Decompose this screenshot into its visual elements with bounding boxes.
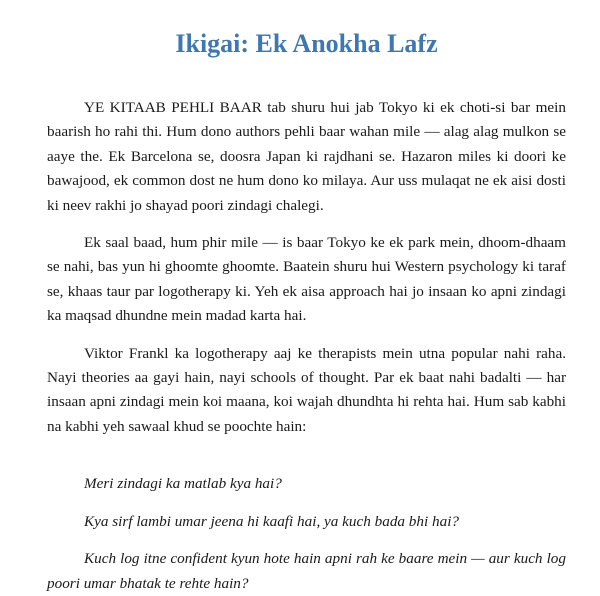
- question-item: Kya sirf lambi umar jeena hi kaafi hai, ya kuch bada bhi hai?: [84, 512, 460, 530]
- body-paragraph: Viktor Frankl ka logotherapy aaj ke therapists mein utna popular nahi raha. Nayi theories aa gayi hain, nayi schools of thought. Par ek baat nahi badalti — har insaan apni zindagi mein koi maana, koi wajah dhundhta hi rehta hai. Hum sab kabhi na kabhi yeh sawaal khud se poochte hain:: [47, 344, 566, 435]
- body-paragraph: Ek saal baad, hum phir mile — is baar Tokyo ke ek park mein, dhoom-dhaam se nahi, bas yun hi ghoomte ghoomte. Baatein shuru hui Western psychology ki taraf se, khaas taur par logotherapy ki. Yeh ek aisa approach hai jo insaan ko apni zindagi ka maqsad dhundne mein madad karta hai.: [47, 234, 566, 325]
- body-paragraph: YE KITAAB PEHLI BAAR tab shuru hui jab Tokyo ki ek choti-si bar mein baarish ho rahi thi. Hum dono authors pehli baar wahan mile — alag alag mulkon se aaye the. Ek Barcelona se, doosra Japan ki rajdhani se. Hazaron miles ki doori ke bawajood, ek common dost ne hum dono ko milaya. Aur uss mulaqat ne ek aisi dosti ki neev rakhi jo shayad poori zindagi chalegi.: [47, 99, 566, 214]
- question-item: Meri zindagi ka matlab kya hai?: [84, 475, 282, 493]
- question-list: [47, 472, 566, 596]
- document-title: Ikigai: Ek Anokha Lafz: [175, 29, 438, 58]
- question-item: Kuch log itne confident kyun hote hain apni rah ke baare mein — aur kuch log poori umar bhatak te rehte hain?: [47, 550, 566, 592]
